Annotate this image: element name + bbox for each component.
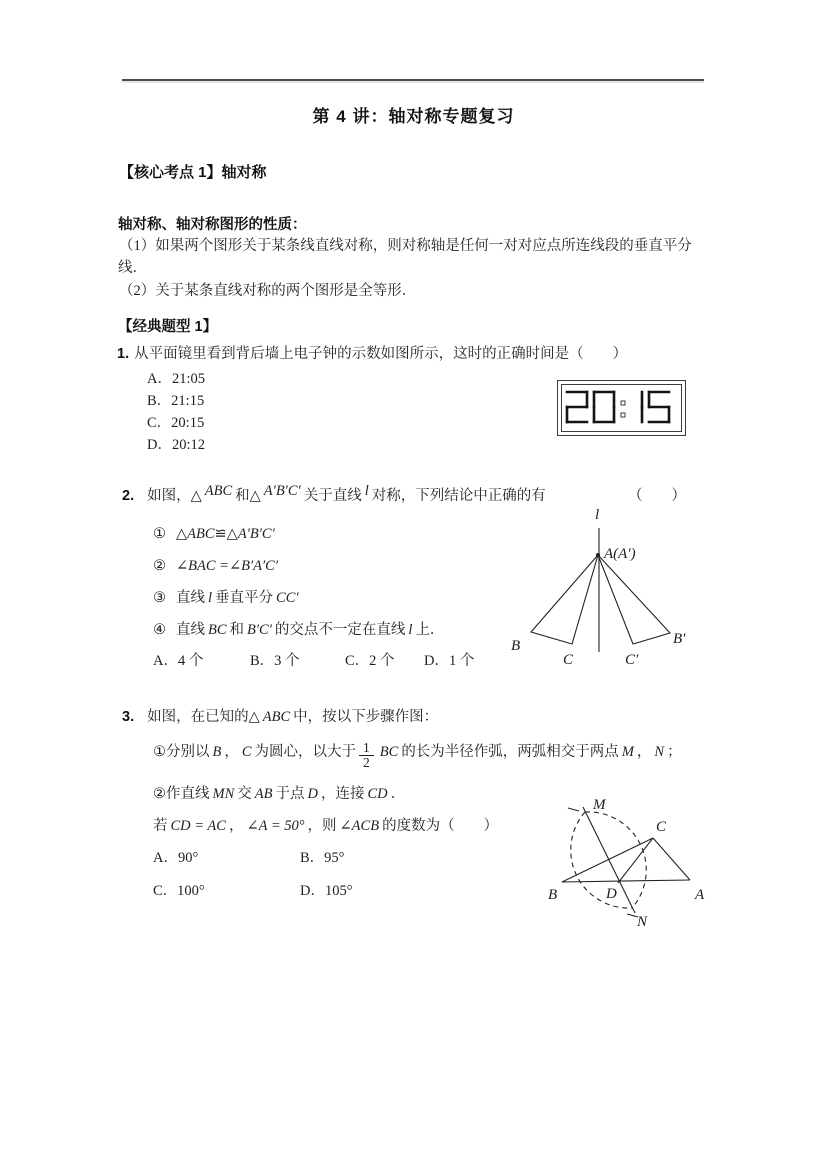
- segment-cd: [618, 838, 653, 883]
- q3-triangle-abc: ABC: [262, 709, 291, 725]
- item-text: 上．: [415, 622, 445, 638]
- item-text: 直线: [176, 590, 205, 606]
- angle-statement: ∠BAC =∠B′A′C′: [176, 558, 278, 574]
- q2-option-c: C．2 个: [345, 653, 395, 669]
- q3-option-d: D．105°: [300, 883, 353, 899]
- property-1-line-2: 线．: [118, 260, 147, 276]
- point-b-var: B: [212, 744, 222, 761]
- step-text: ；: [667, 744, 682, 761]
- segment-cd-var: CD: [367, 786, 388, 802]
- item-text: 直线: [176, 622, 205, 638]
- line-l-var: l: [408, 622, 413, 638]
- vertex-label-c: C: [563, 652, 574, 668]
- item-badge: ④: [153, 622, 166, 638]
- segment-bc-var: BC: [379, 744, 399, 761]
- q1-number: 1.: [117, 346, 130, 362]
- q2-stem: [122, 483, 546, 506]
- cond-text: 的度数为（ ）: [382, 818, 499, 834]
- line-mn-var: MN: [212, 786, 235, 802]
- angle-a-50: ∠A = 50°: [246, 818, 305, 834]
- axis-label: l: [595, 507, 600, 523]
- q1-option-b: B．21:15: [147, 393, 205, 409]
- item-text: 的交点不一定在直线: [274, 622, 406, 638]
- q2-item-3: [153, 588, 302, 608]
- core-section-heading: 【核心考点 1】轴对称: [119, 164, 267, 181]
- fraction-numerator: 1: [359, 741, 374, 756]
- q1-option-c: C．20:15: [147, 415, 205, 431]
- point-label-d: D: [606, 886, 617, 902]
- side-ca: [653, 838, 690, 880]
- q2-number: 2.: [122, 488, 135, 504]
- q2-answer-brackets: （ ）: [628, 488, 686, 504]
- triangle-abc-prime: [598, 555, 670, 644]
- apex-point: [596, 553, 600, 557]
- property-1-line-1: （1）如果两个图形关于某条线直线对称，则对称轴是任何一对对应点所连线段的垂直平分: [119, 238, 692, 254]
- q2-stem-text: 和△: [235, 488, 261, 504]
- item-badge: ②: [153, 558, 166, 574]
- cond-text: ，则: [307, 818, 337, 834]
- arc-end-tick-m: [568, 808, 579, 811]
- q1-option-a: A．21:05: [147, 371, 205, 387]
- arc-centered-c: [571, 812, 632, 908]
- item-text: 垂直平分: [215, 590, 274, 606]
- classic-type-heading: 【经典题型 1】: [118, 319, 218, 335]
- q2-line-l: l: [364, 483, 369, 499]
- q3-construction-figure: [525, 783, 747, 945]
- step-text: 为圆心，以大于: [254, 744, 357, 761]
- step-text: ，: [636, 744, 652, 761]
- q3-step-2: [153, 784, 405, 804]
- apex-label: A(A′): [604, 546, 636, 562]
- step-text: 交: [237, 786, 252, 802]
- page-title: 第 4 讲：轴对称专题复习: [312, 107, 515, 126]
- step-text: ②作直线: [153, 786, 210, 802]
- q3-option-a: A．90°: [153, 850, 199, 866]
- cd-equals-ac: CD = AC: [170, 818, 226, 834]
- angle-acb-var: ∠ACB: [339, 818, 380, 834]
- q2-stem-text: 对称，下列结论中正确的有: [371, 488, 546, 504]
- q1-option-d: D．20:12: [147, 437, 205, 453]
- q2-stem-text: 关于直线: [303, 488, 362, 504]
- q2-option-b: B．3 个: [250, 653, 300, 669]
- side-bc: [562, 838, 653, 882]
- step-text: ①分别以: [153, 744, 210, 761]
- q2-symmetry-figure: [500, 503, 710, 673]
- property-2: （2）关于某条直线对称的两个图形是全等形．: [119, 283, 417, 299]
- fraction-denominator: 2: [363, 755, 370, 771]
- step-text: ，连接: [320, 786, 365, 802]
- q3-stem-text: 中，按以下步骤作图：: [293, 709, 439, 725]
- q2-option-d: D．1 个: [424, 653, 475, 669]
- point-c-var: C: [241, 744, 252, 761]
- point-label-c: C: [656, 819, 667, 835]
- q2-stem-text: 如图，△: [147, 488, 202, 504]
- q1-stem: [117, 344, 627, 364]
- vertex-label-b-prime: B′: [673, 631, 686, 647]
- point-label-m: M: [593, 797, 606, 813]
- q2-triangle-abc: ABC: [204, 483, 233, 499]
- q3-step-1: [153, 741, 682, 770]
- side-ba: [562, 880, 690, 882]
- point-label-a: A: [695, 887, 705, 903]
- q2-item-4: [153, 620, 444, 640]
- q3-condition: [153, 816, 498, 836]
- triangle-abc: [531, 555, 598, 644]
- segment-cc-var: CC′: [276, 590, 299, 606]
- segment-ab-var: AB: [254, 786, 273, 802]
- q2-item-2: [153, 556, 281, 576]
- item-badge: ③: [153, 590, 166, 606]
- point-label-n: N: [637, 914, 648, 930]
- step-text: 于点: [275, 786, 305, 802]
- point-n-var: N: [654, 744, 665, 761]
- properties-heading: 轴对称、轴对称图形的性质：: [118, 217, 307, 233]
- cond-text: ，: [228, 818, 244, 834]
- point-label-b: B: [548, 887, 558, 903]
- point-d-var: D: [307, 786, 318, 802]
- header-rule: [122, 79, 704, 81]
- item-text: 和: [229, 622, 245, 638]
- item-badge: ①: [153, 526, 166, 542]
- digital-clock-figure: [557, 380, 686, 436]
- step-text: ，: [224, 744, 239, 761]
- vertex-label-b: B: [511, 638, 521, 654]
- line-bc-var: BC: [208, 622, 227, 638]
- step-text: 的长为半径作弧，两弧相交于两点: [401, 744, 619, 761]
- line-bc-prime-var: B′C′: [247, 622, 272, 638]
- q3-option-c: C．100°: [153, 883, 205, 899]
- q3-stem: [122, 707, 438, 727]
- q3-number: 3.: [122, 709, 135, 725]
- q2-option-a: A．4 个: [153, 653, 204, 669]
- congruence-statement: △ABC≌△A′B′C′: [176, 526, 275, 542]
- q3-stem-text: 如图，在已知的△: [147, 709, 260, 725]
- q3-option-b: B．95°: [300, 850, 345, 866]
- cond-text: 若: [153, 818, 168, 834]
- point-m-var: M: [621, 744, 634, 761]
- vertex-label-c-prime: C′: [625, 652, 639, 668]
- step-text: ．: [390, 786, 406, 802]
- q2-item-1: [153, 524, 278, 544]
- q1-text: 从平面镜里看到背后墙上电子钟的示数如图所示，这时的正确时间是（ ）: [134, 346, 628, 362]
- one-half-fraction: [359, 741, 374, 770]
- clock-digits: [567, 392, 669, 422]
- q2-triangle-abc-prime: A′B′C′: [263, 483, 301, 499]
- line-l-var: l: [208, 590, 213, 606]
